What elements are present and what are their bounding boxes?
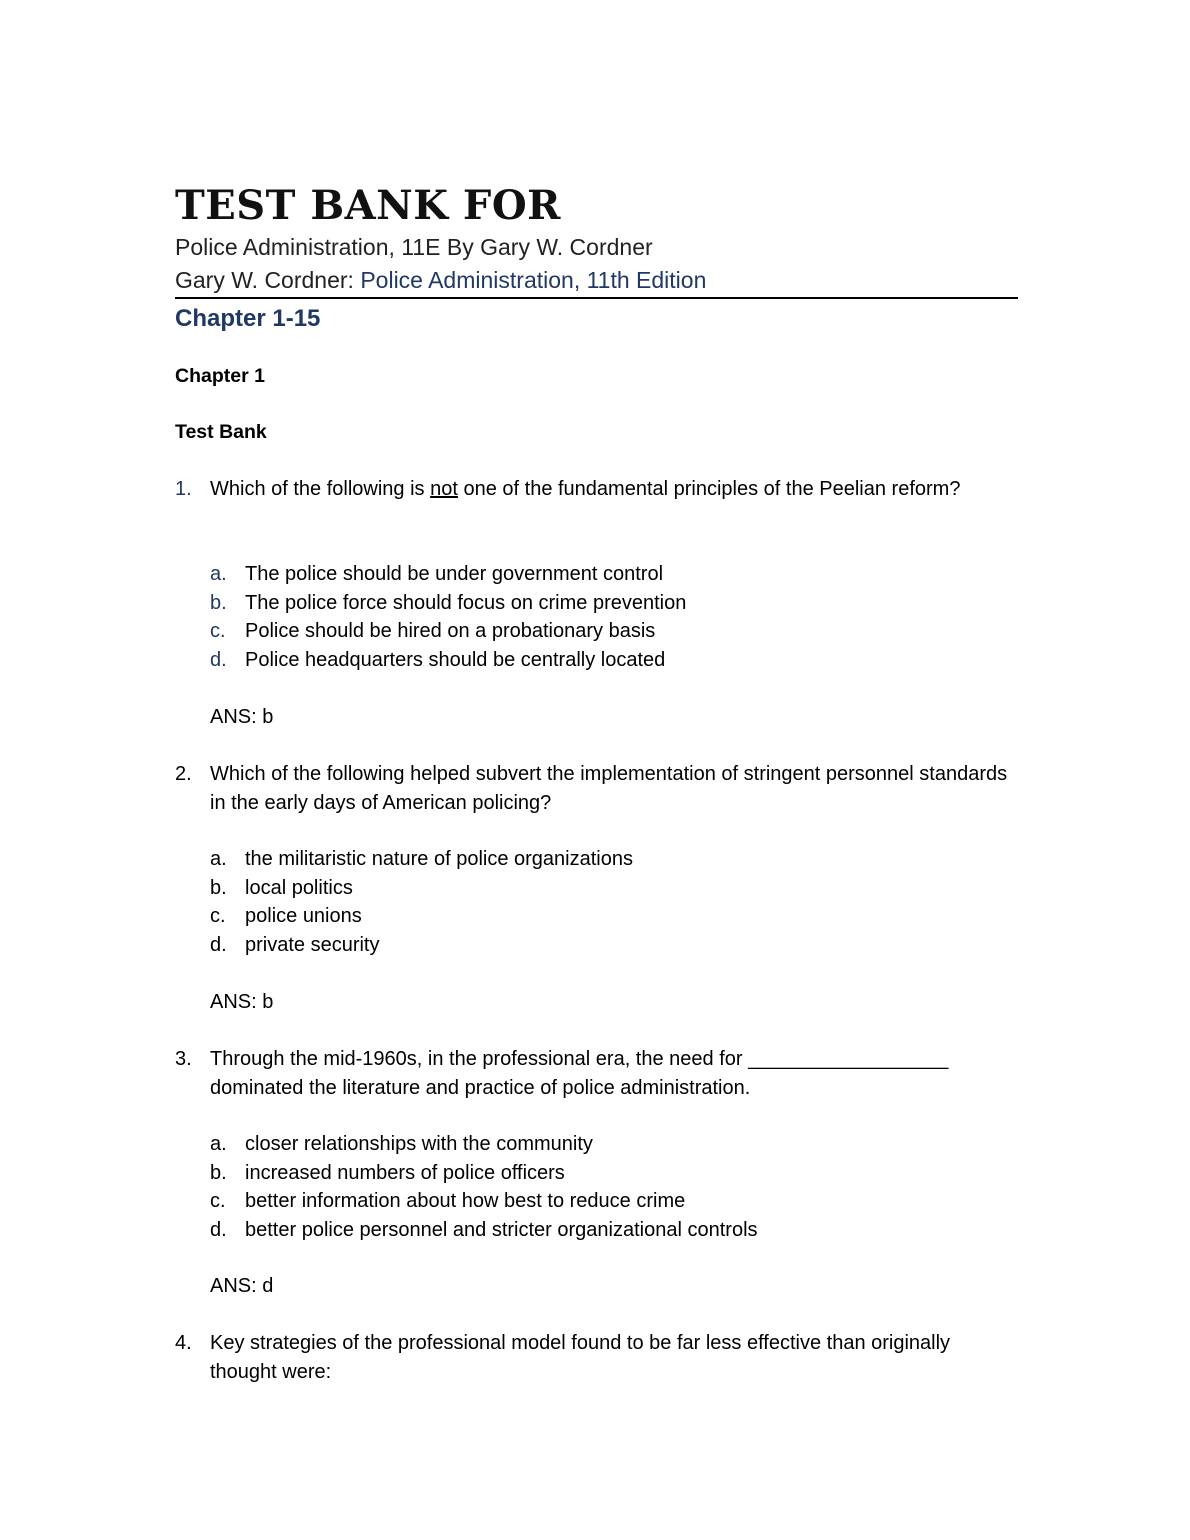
option-text: Police should be hired on a probationary basis	[245, 620, 656, 642]
option-text: private security	[245, 933, 380, 956]
question-stem: Key strategies of the professional model found to be far less effective than originally thought were:	[210, 1332, 951, 1383]
question-1	[175, 475, 1020, 504]
option-letter: c.	[210, 1190, 226, 1212]
option-text: local politics	[245, 876, 353, 899]
question-4	[175, 1329, 1020, 1386]
option-letter: d.	[210, 1218, 227, 1241]
option-letter: a.	[210, 848, 227, 870]
answer-key: ANS: d	[210, 1275, 274, 1297]
stem-emphasis: not	[430, 478, 458, 500]
option-letter: b.	[210, 1161, 227, 1184]
book-subtitle: Police Administration, 11E By Gary W. Cordner	[175, 234, 653, 260]
chapter-range-heading: Chapter 1-15	[175, 305, 321, 332]
option-letter: d.	[210, 648, 227, 671]
test-bank-heading: Test Bank	[175, 421, 267, 443]
question-stem: Through the mid-1960s, in the professional era, the need for __________________ dominated the literature and practice of police administration.	[210, 1048, 949, 1099]
author-title-line	[175, 265, 706, 295]
question-stem: Which of the following helped subvert the implementation of stringent personnel standards in the early days of American policing?	[210, 763, 1008, 814]
option-text: closer relationships with the community	[245, 1133, 593, 1155]
question-stem	[210, 475, 1020, 504]
option-text: the militaristic nature of police organizations	[245, 848, 633, 870]
author-prefix: Gary W. Cordner:	[175, 267, 361, 293]
question-number: 2.	[175, 763, 192, 785]
question-number: 4.	[175, 1332, 192, 1354]
option-letter: b.	[210, 876, 227, 899]
option-letter: b.	[210, 591, 227, 614]
option-letter: a.	[210, 563, 227, 585]
stem-text: Which of the following is	[210, 478, 431, 500]
question-number: 3.	[175, 1048, 192, 1070]
option-text: The police should be under government control	[245, 563, 664, 585]
book-title-link: Police Administration, 11th Edition	[360, 267, 707, 293]
test-bank-banner: TEST BANK FOR	[175, 182, 561, 229]
option-text: better police personnel and stricter organizational controls	[245, 1218, 758, 1241]
answer-key: ANS: b	[210, 706, 274, 728]
option-letter: c.	[210, 905, 226, 927]
question-2	[175, 760, 1020, 817]
option-text: better information about how best to reduce crime	[245, 1190, 686, 1212]
chapter-heading: Chapter 1	[175, 365, 265, 387]
answer-key: ANS: b	[210, 991, 274, 1013]
stem-text: one of the fundamental principles of the Peelian reform?	[457, 478, 961, 500]
option-text: The police force should focus on crime prevention	[245, 591, 687, 614]
option-letter: a.	[210, 1133, 227, 1155]
option-letter: c.	[210, 620, 226, 642]
option-text: increased numbers of police officers	[245, 1161, 565, 1184]
option-letter: d.	[210, 933, 227, 956]
question-number: 1.	[175, 478, 192, 500]
header-divider	[175, 297, 1018, 299]
option-text: police unions	[245, 905, 362, 927]
option-text: Police headquarters should be centrally located	[245, 648, 666, 671]
question-3	[175, 1045, 1020, 1102]
